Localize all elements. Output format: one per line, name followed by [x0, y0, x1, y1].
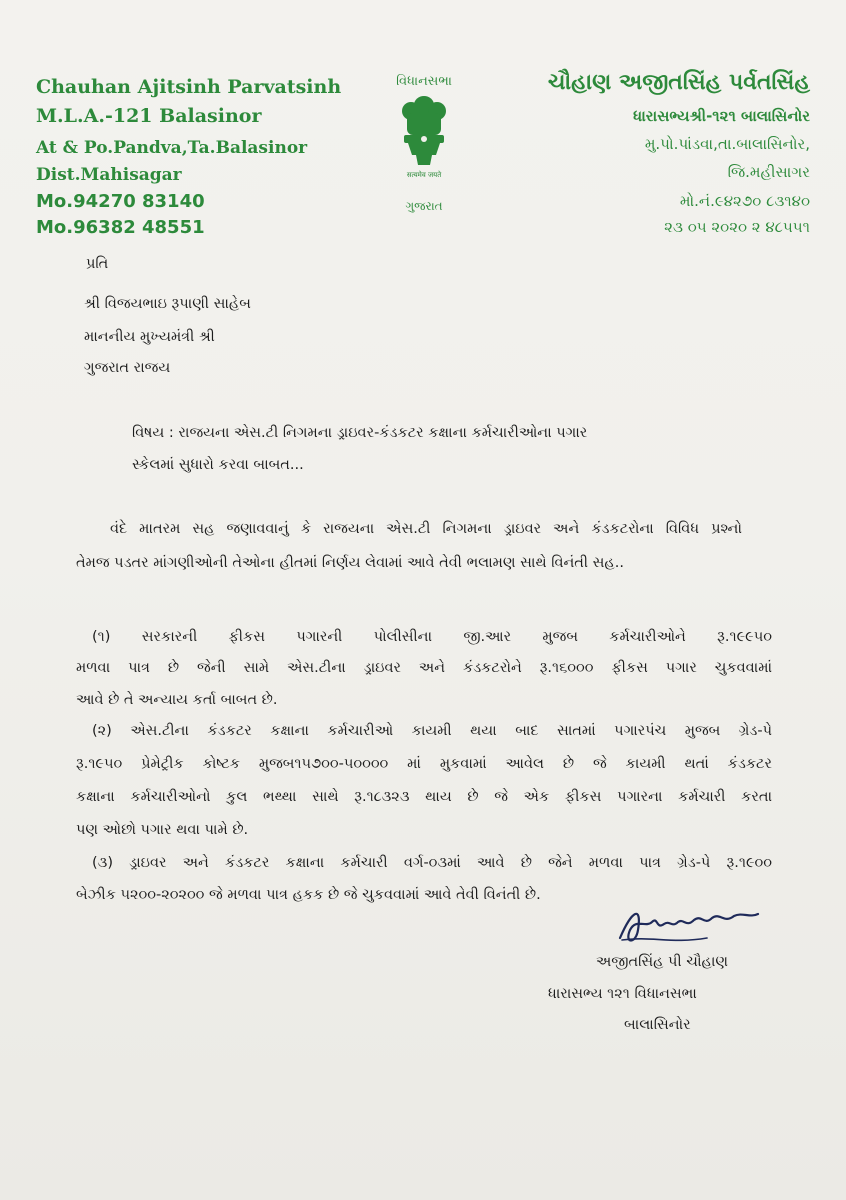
emblem-top-text: વિધાનસભા: [396, 74, 452, 89]
recipient-prefix: પ્રતિ: [86, 256, 109, 272]
recipient-name: શ્રી વિજયભાઇ રૂપાણી સાહેબ: [84, 296, 251, 312]
intro-line-1: વંદે માતરમ સહ જણાવવાનું કે રાજયના એસ.ટી નિગમના ડ્રાઇવર અને કંડકટરોના વિવિધ પ્રશ્નો: [110, 521, 742, 537]
signatory-name: અજીતસિંહ પી ચૌહાણ: [596, 954, 729, 970]
point-1-line-2: મળવા પાત્ર છે જેની સામે એસ.ટીના ડ્રાઇવર અને કંડકટરોને રૂ.૧૬૦૦૦ ફીકસ પગાર ચુકવવામાં: [76, 660, 772, 676]
gujarati-mobile-1: મો.નં.૯૪૨૭૦ ૮૩૧૪૦: [679, 192, 810, 210]
point-2-line-2: રૂ.૧૯૫૦ પ્રેમેટ્રીક કોષ્ટક મુજબ૧૫૭૦૦-૫૦૦૦૦ માં મુકવામાં આવેલ છે જે કાયમી થતાં કંડકટર: [76, 756, 772, 772]
point-3-line-2: બેઝીક ૫૨૦૦-૨૦૨૦૦ જે મળવા પાત્ર હકક છે જે ચુકવવામાં આવે તેવી વિનંતી છે.: [76, 887, 541, 903]
gujarati-address: મુ.પો.પાંડવા,તા.બાલાસિનોર,: [644, 135, 810, 153]
point-2-line-3: કક્ષાના કર્મચારીઓનો કુલ ભથ્થા સાથે રૂ.૧૮૩૨૩ થાય છે જે એક ફીકસ પગારના કર્મચારી કરતા: [76, 789, 772, 805]
gujarati-designation: ધારાસભ્યશ્રી-૧૨૧ બાલાસિનોર: [633, 107, 810, 125]
intro-line-2: તેમજ પડતર માંગણીઓની તેઓના હીતમાં નિર્ણય લેવામાં આવે તેવી ભલામણ સાથે વિનંતી સહ..: [76, 555, 624, 571]
signatory-place: બાલાસિનોર: [624, 1017, 691, 1033]
point-2-line-4: પણ ઓછો પગાર થવા પામે છે.: [76, 822, 249, 838]
emblem-motto: सत्यमेव जयते: [406, 171, 442, 179]
english-district: Dist.Mahisagar: [36, 164, 182, 185]
recipient-state: ગુજરાત રાજય: [84, 360, 171, 376]
subject-line-1: વિષય : રાજયના એસ.ટી નિગમના ડ્રાઇવર-કંડકટર કક્ષાના કર્મચારીઓના પગાર: [132, 425, 588, 441]
subject-line-2: સ્કેલમાં સુધારો કરવા બાબત...: [132, 457, 304, 473]
point-1-line-1: (૧) સરકારની ફીકસ પગારની પોલીસીના જી.આર મુજબ કર્મચારીઓને રૂ.૧૯૯૫૦: [92, 629, 772, 645]
handwritten-signature-icon: [612, 900, 762, 950]
english-address: At & Po.Pandva,Ta.Balasinor: [36, 137, 308, 158]
signatory-designation: ધારાસભ્ય ૧૨૧ વિધાનસભા: [548, 986, 697, 1002]
emblem-bottom-text: ગુજરાત: [405, 199, 443, 213]
state-emblem: [378, 74, 470, 214]
english-mobile-1: Mo.94270 83140: [36, 191, 205, 213]
point-1-line-3: આવે છે તે અન્યાય કર્તા બાબત છે.: [76, 692, 278, 708]
english-mobile-2: Mo.96382 48551: [36, 216, 205, 238]
point-2-line-1: (૨) એસ.ટીના કંડકટર કક્ષાના કર્મચારીઓ કાયમી થયા બાદ સાતમાં પગારપંચ મુજબ ગ્રેડ-પે: [92, 723, 772, 739]
gujarati-district: જિ.મહીસાગર: [727, 163, 810, 181]
english-name: Chauhan Ajitsinh Parvatsinh: [36, 76, 342, 98]
gujarati-letterhead: [548, 70, 810, 236]
recipient-title: માનનીય મુખ્યમંત્રી શ્રી: [84, 329, 215, 345]
gujarati-mobile-2: ૨૩ ૦૫ ૨૦૨૦ ૨ ૪૮૫૫૧: [664, 218, 810, 236]
english-letterhead: [36, 76, 341, 239]
english-designation: M.L.A.-121 Balasinor: [36, 104, 262, 127]
lion-capital-icon: [394, 91, 454, 181]
gujarati-name: ચૌહાણ અજીતસિંહ પર્વતસિંહ: [547, 70, 810, 95]
point-3-line-1: (૩) ડ્રાઇવર અને કંડકટર કક્ષાના કર્મચારી વર્ગ-૦૩માં આવે છે જેને મળવા પાત્ર ગ્રેડ-પે રૂ.૧૯૦૦: [92, 855, 772, 871]
